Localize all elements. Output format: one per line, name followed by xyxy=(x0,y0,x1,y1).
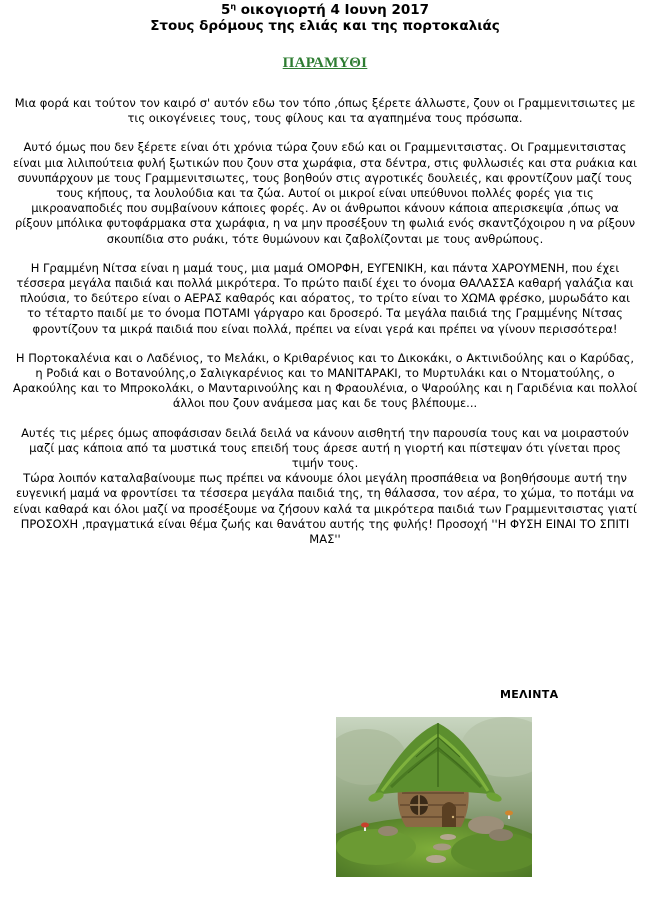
paragraph-closing: Τώρα λοιπόν καταλαβαίνουμε πως πρέπει να κάνουμε όλοι μεγάλη προσπάθεια να βοηθήσουμε αυτή την ευγενική μαμά να φροντίσει τα τέσσερα μεγάλα παιδιά της, τη θάλασσα, τον αέρα, το χώμα, το ποτάμι να είναι καθαρά και όλοι μαζί να προσέξουμε να ζήσουν καλά τα μικρότερα παιδιά των Γραμμενιτσιστας γιατί ΠΡΟΣΟΧΗ ,πραγματικά είναι θέμα ζωής και θανάτου αυτής της φυλής! Προσοχή ''Η ΦΥΣΗ ΕΙΝΑΙ ΤΟ ΣΠΙΤΙ ΜΑΣ'' xyxy=(13,471,637,547)
header-title-line2: Στους δρόμους της ελιάς και της πορτοκαλιάς xyxy=(150,18,500,34)
paragraph-celebration: Αυτές τις μέρες όμως αποφάσισαν δειλά δειλά να κάνουν αισθητή την παρουσία τους και να μοιραστούν μαζί μας κάποια από τα μυστικά τους επειδή τους άρεσε αυτή η γιορτή και πίστεψαν ότι γίνεται προς τιμήν τους. xyxy=(21,425,629,471)
paragraph-mother: Η Γραμμένη Νίτσα είναι η μαμά τους, μια μαμά ΟΜΟΡΦΗ, ΕΥΓΕΝΙΚΗ, και πάντα ΧΑΡΟΥΜΕΝΗ, που έχει τέσσερα μεγάλα παιδιά και πολλά μικρότερα. Το πρώτο παιδί έχει το όνομα ΘΑΛΑΣΣΑ καθαρή γαλάζια και πλούσια, το δεύτερο είναι ο ΑΕΡΑΣ καθαρός και αόρατος, το τρίτο είναι το ΧΩΜΑ φρέσκο, μυρωδάτο και το τέταρτο παιδί με το όνομα ΠΟΤΑΜΙ γάργαρο και δροσερό. Τα μεγάλα παιδιά της Γραμμένης Νίτσας φροντίζουν τα μικρά παιδιά που είναι πολλά, πρέπει να είναι γερά και πρέπει να γίνουν περισσότερα! xyxy=(16,260,634,336)
author-signature: ΜΕΛΙΝΤΑ xyxy=(500,688,559,701)
story-body xyxy=(12,96,638,561)
paragraph-elves: Αυτό όμως που δεν ξέρετε είναι ότι χρόνια τώρα ζουν εδώ και οι Γραμμενιτσιστας. Οι Γραμμενιτσιστας είναι μια λιλιπούτεια φυλή ξωτικών που ζουν στα χωράφια, στα δέντρα, στις φυλλωσιές και στα ρυάκια και συνυπάρχουν με τους Γραμμενιτσιωτες, τους βοηθούν στις αγροτικές δουλειές, και φροντίζουν μαζί τους τους κήπους, τα λουλούδια και τα ζώα. Αυτοί οι μικροί είναι υπεύθυνοι πολλές φορές για τις μικροαναποδιές που συμβαίνουν κάποιες φορές. Αν οι άνθρωποι κάνουν κάποια απερισκεψία ,όπως να ρίξουν μπόλικα φυτοφάρμακα στα χωράφια, η να μην προσέξουν τη φωλιά ενός σκαντζόχοιρου η να ρίξουν σκουπίδια στο ρυάκι, τότε θυμώνουν και ζαβολίζονται με τους ανθρώπους. xyxy=(12,140,638,246)
fairy-house-image xyxy=(336,717,532,877)
fairy-house-illustration xyxy=(336,717,532,877)
paragraph-intro: Μια φορά και τούτον τον καιρό σ' αυτόν εδω τον τόπο ,όπως ξέρετε άλλωστε, ζουν οι Γραμμενιτσιωτες με τις οικογένειες τους, τους φίλους και τα αγαπημένα τους πρόσωπα. xyxy=(14,96,636,126)
paragraph-children-list: Η Πορτοκαλένια και ο Λαδένιος, το Μελάκι, ο Κριθαρένιος και το Δικοκάκι, ο Ακτινιδούλης και ο Καρύδας, η Ροδιά και ο Βοτανούλης,ο Σαλιγκαρένιος και το ΜΑΝΙΤΑΡΑΚΙ, το Μυρτυλάκι και ο Ντοματούλης, ο Αρακούλης και το Μπροκολάκι, ο Μανταρινούλης και η Φραουλένια, ο Ψαρούλης και η Γαριδένια και πολλοί άλλοι που ζουν ανάμεσα μας και δε τους βλέπουμε... xyxy=(12,350,638,411)
story-subtitle: ΠΑΡΑΜΥΘΙ xyxy=(282,55,368,71)
header-title-line1: $5^\eta$ οικογιορτή 4 Ιουνη 2017 xyxy=(220,2,430,18)
